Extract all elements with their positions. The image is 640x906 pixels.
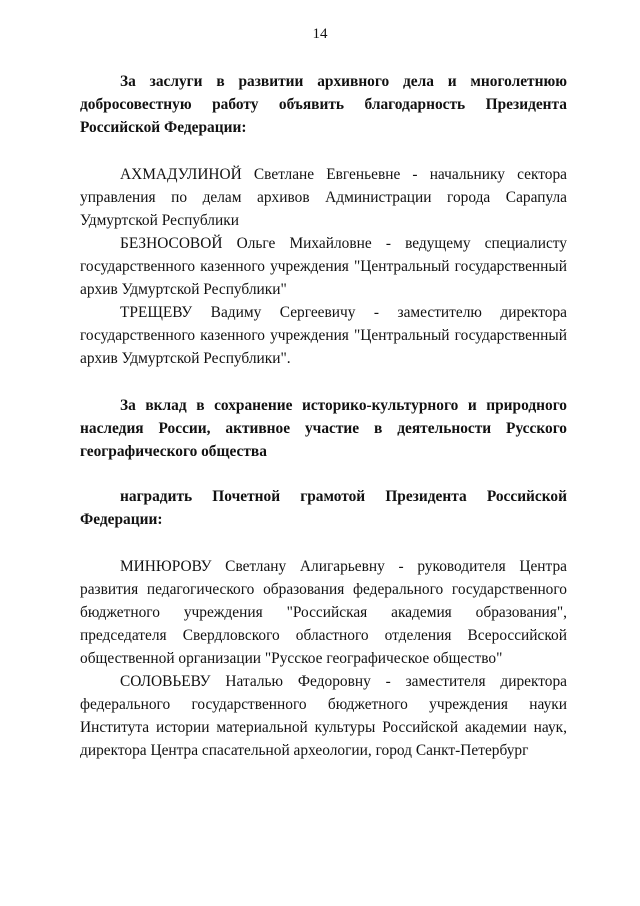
- award-entry: МИНЮРОВУ Светлану Алигарьевну - руководителя Центра развития педагогического образования федерального государственного бюджетного учреждения "Российская академия образования", председателя Свердловского областного отделения Всероссийской общественной организации "Русское географическое общество": [80, 558, 567, 667]
- spacer: [80, 531, 567, 555]
- spacer: [80, 463, 567, 485]
- section-subheading: наградить Почетной грамотой Президента Российской Федерации:: [80, 488, 567, 528]
- award-entry: БЕЗНОСОВОЙ Ольге Михайловне - ведущему специалисту государственного казенного учреждения "Центральный государственный архив Удмуртской Республики": [80, 235, 567, 298]
- section-heading: За вклад в сохранение историко-культурного и природного наследия России, активное участие в деятельности Русского географического общества: [80, 397, 567, 460]
- award-entry: ТРЕЩЕВУ Вадиму Сергеевичу - заместителю директора государственного казенного учреждения "Центральный государственный архив Удмуртской Республики".: [80, 304, 567, 367]
- award-entry: СОЛОВЬЕВУ Наталью Федоровну - заместителя директора федерального государственного бюджетного учреждения науки Института истории материальной культуры Российской академии наук, директора Центра спасательной археологии, город Санкт-Петербург: [80, 673, 567, 759]
- section-heading: За заслуги в развитии архивного дела и многолетнюю добросовестную работу объявить благодарность Президента Российской Федерации:: [80, 73, 567, 136]
- award-entry: АХМАДУЛИНОЙ Светлане Евгеньевне - начальнику сектора управления по делам архивов Администрации города Сарапула Удмуртской Республики: [80, 166, 567, 229]
- document-body: [80, 70, 567, 762]
- spacer: [80, 370, 567, 394]
- page-number: 14: [312, 26, 328, 42]
- spacer: [80, 139, 567, 163]
